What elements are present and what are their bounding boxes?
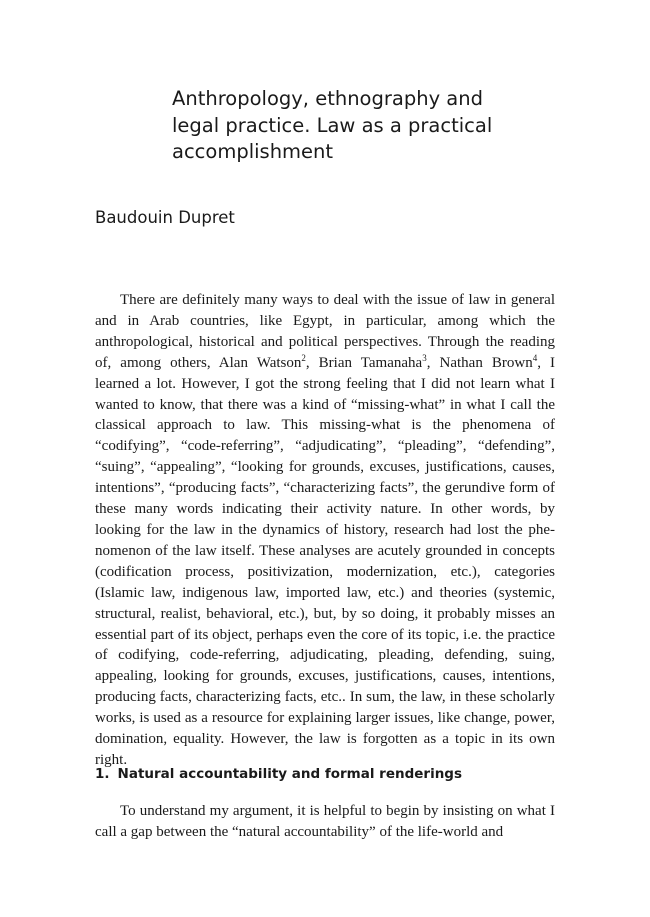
paragraph-text-part-1: There are definitely many ways to deal with the issue of law in general and in Arab countries, like Egypt, in particular, among which the anthropological, historical and political perspectives. Through the reading of, among others, Alan Watson: [95, 292, 555, 371]
paragraph-text: To understand my argument, it is helpful to begin by insisting on what I call a gap between the “natural accountability” of the life-world and: [95, 803, 555, 840]
section-heading: [95, 766, 462, 782]
body-paragraph-2: [95, 801, 555, 843]
paragraph-text-part-2: , Brian Tamanaha: [305, 354, 423, 371]
author-name: Baudouin Dupret: [95, 208, 235, 227]
chapter-title-line-2: legal practice. Law as a practical: [172, 113, 493, 137]
chapter-title-line-3: accomplishment: [172, 140, 334, 163]
chapter-title-line-1: Anthropology, ethnography and: [172, 87, 483, 110]
footnote-ref-3[interactable]: 3: [422, 352, 427, 363]
paragraph-text-part-3: , Nathan Brown: [426, 354, 533, 371]
footnote-ref-2[interactable]: 2: [301, 352, 306, 363]
paragraph-text-part-4: , I learned a lot. However, I got the strong feeling that I did not learn what I wanted to know, that there was a kind of “missing-what” in what I call the classical approach to law. This missing-what is the phenomena of “codifying”, “code-referring”, “adjudicating”, “pleading”, “defending”, “suing”, “appealing”, “looking for grounds, excuses, justifications, causes, intentions”, “producing facts”, “characterizing facts”, the gerundive form of these many words indicating their activity nature. In other words, by looking for the law in the dynamics of history, research had lost the phenomenon of the law itself. These analyses are acutely grounded in concepts (codification process, positivization, modernization, etc.), categories (Islamic law, indigenous law, imported law, etc.) and theories (systemic, structural, realist, behavioral, etc.), but, by so doing, it probably misses an essential part of its object, perhaps even the core of its topic, i.e. the practice of codifying, code-referring, adjudicating, pleading, defending, suing, appealing, looking for grounds, excuses, justifications, causes, intentions, producing facts, characterizing facts, etc.. In sum, the law, in these scholarly works, is used as a resource for explaining larger issues, like change, power, domination, equality. However, the law is forgotten as a topic in its own right.: [95, 354, 556, 768]
paragraph-text: [95, 290, 555, 771]
section-number: 1.: [95, 766, 110, 782]
body-paragraph-1: [95, 290, 555, 771]
footnote-ref-4[interactable]: 4: [532, 352, 538, 363]
section-title: Natural accountability and formal renderings: [117, 766, 463, 782]
chapter-title: [172, 86, 572, 166]
